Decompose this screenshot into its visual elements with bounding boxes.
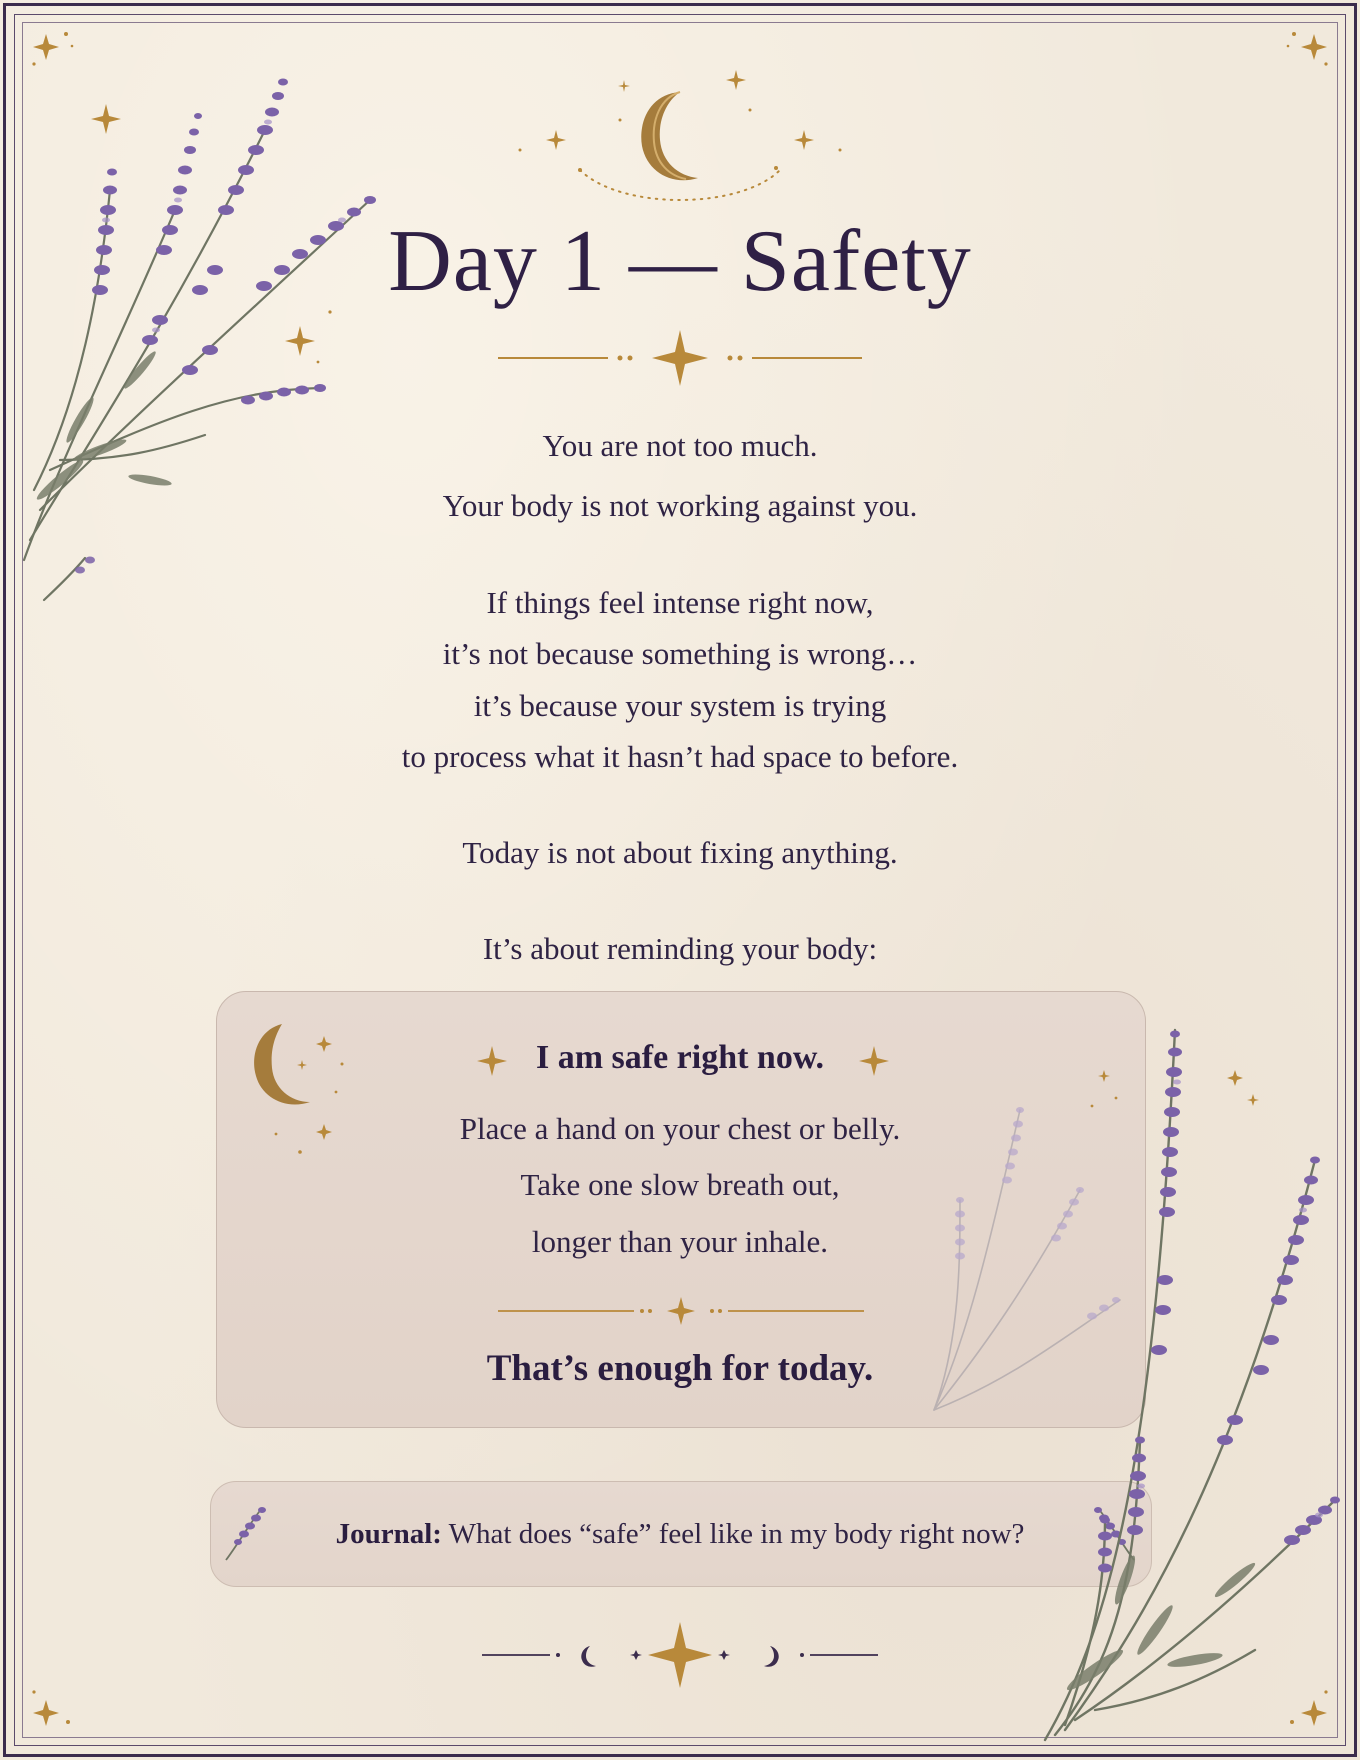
closing-text: That’s enough for today.	[486, 1348, 874, 1389]
journal-question: What does “safe” feel like in my body right now?	[448, 1518, 1025, 1550]
affirmation-text: I am safe right now.	[535, 1039, 825, 1076]
instruction-line: longer than your inhale.	[531, 1224, 829, 1259]
lavender-bouquet-top-left	[20, 40, 380, 630]
sparkle-star-icon	[630, 1650, 642, 1660]
sparkle-star-icon	[1247, 1094, 1259, 1106]
sparkle-star-icon	[618, 80, 630, 92]
title-divider	[490, 330, 870, 386]
sparkle-star-icon	[794, 130, 814, 150]
bottom-divider	[480, 1620, 880, 1690]
intro-line: Today is not about fixing anything.	[462, 835, 898, 870]
sparkle-star-icon	[726, 70, 746, 90]
intro-line: it’s not because something is wrong…	[442, 636, 918, 671]
sparkle-star-icon	[648, 1622, 712, 1688]
crescent-moon-icon	[764, 1646, 779, 1667]
sparkle-star-icon	[33, 1700, 59, 1726]
intro-line: You are not too much.	[542, 428, 818, 463]
sparkle-star-icon	[652, 330, 708, 386]
intro-line: Your body is not working against you.	[442, 488, 918, 523]
moon-ornament-top	[500, 60, 860, 220]
intro-line: It’s about reminding your body:	[482, 931, 878, 966]
instruction-line: Take one slow breath out,	[520, 1167, 840, 1202]
sparkle-star-icon	[546, 130, 566, 150]
intro-line: it’s because your system is trying	[473, 688, 887, 723]
lavender-bouquet-bottom-right	[1035, 1020, 1355, 1750]
page-title: Day 1 — Safety	[388, 213, 972, 310]
lavender-sprig-icon	[218, 79, 288, 216]
card-divider	[496, 1296, 866, 1326]
crescent-moon-icon	[641, 92, 698, 180]
journal-label: Journal:	[335, 1518, 442, 1550]
sparkle-star-icon	[667, 1297, 695, 1325]
crescent-moon-icon	[581, 1646, 596, 1667]
intro-line: to process what it hasn’t had space to before.	[401, 739, 959, 774]
intro-line: If things feel intense right now,	[486, 585, 874, 620]
sparkle-star-icon	[1301, 34, 1327, 60]
instruction-line: Place a hand on your chest or belly.	[459, 1111, 901, 1146]
sparkle-star-icon	[1227, 1070, 1243, 1086]
sparkle-star-icon	[718, 1650, 730, 1660]
